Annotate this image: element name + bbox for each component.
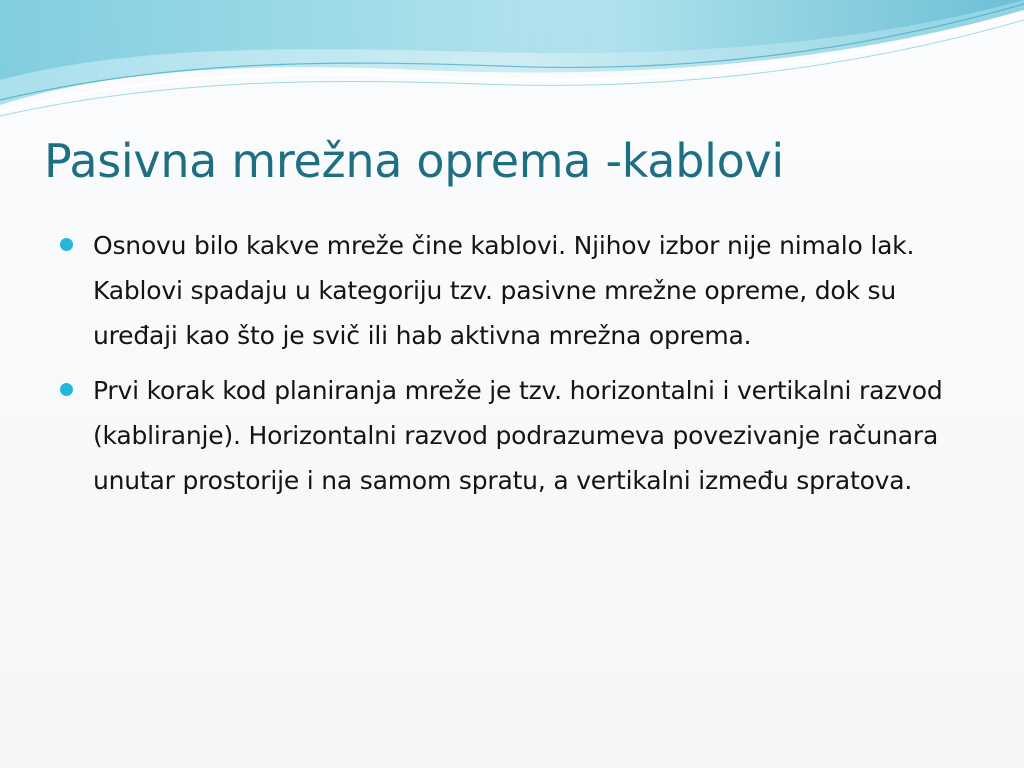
bullet-dot-icon bbox=[60, 383, 73, 396]
bullet-dot-icon bbox=[60, 238, 73, 251]
bullet-text: Prvi korak kod planiranja mreže je tzv. horizontalni i vertikalni razvod (kabliranje). Horizontalni razvod podrazumeva povezivanje računara unutar prostorije i na samom spratu, a vertikalni između spratova. bbox=[93, 376, 943, 495]
header-wave-decoration bbox=[0, 0, 1024, 130]
bullet-list bbox=[60, 223, 960, 513]
bullet-text: Osnovu bilo kakve mreže čine kablovi. Njihov izbor nije nimalo lak. Kablovi spadaju u kategoriju tzv. pasivne mrežne opreme, dok su uređaji kao što je svič ili hab aktivna mrežna oprema. bbox=[93, 231, 915, 350]
bullet-item bbox=[60, 223, 960, 358]
slide-title: Pasivna mrežna oprema -kablovi bbox=[44, 134, 784, 188]
bullet-item bbox=[60, 368, 960, 503]
